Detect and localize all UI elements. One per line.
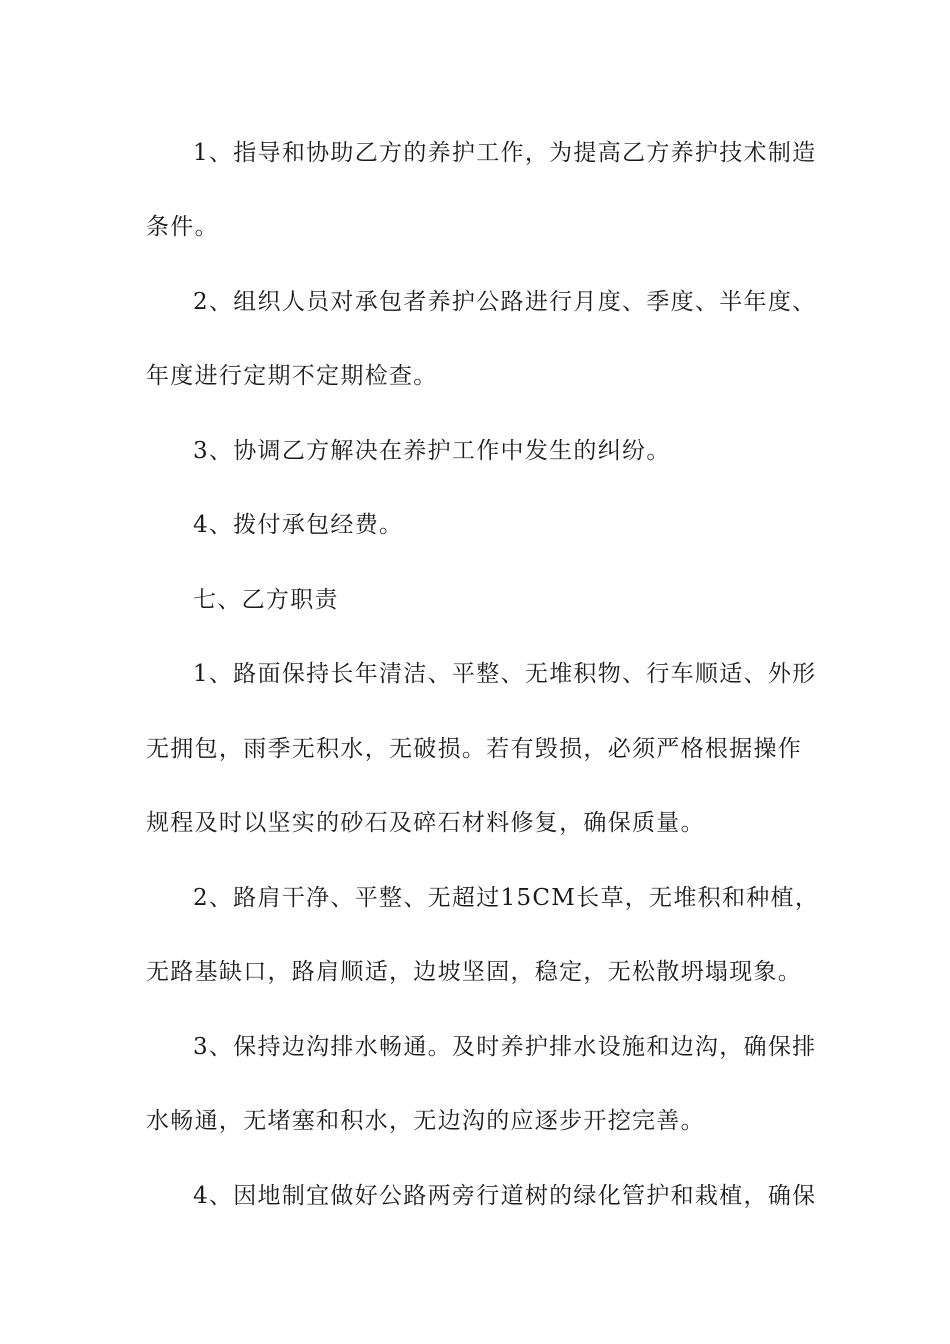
paragraph-line: 条件。	[146, 214, 219, 240]
section-heading: 七、乙方职责	[193, 587, 339, 613]
paragraph-line: 年度进行定期不定期检查。	[146, 363, 438, 389]
paragraph-line: 3、保持边沟排水畅通。及时养护排水设施和边沟，确保排	[193, 1034, 817, 1060]
paragraph-line: 3、协调乙方解决在养护工作中发生的纠纷。	[193, 438, 671, 464]
paragraph-line: 4、拨付承包经费。	[193, 512, 404, 538]
paragraph-line: 规程及时以坚实的砂石及碎石材料修复，确保质量。	[146, 810, 705, 836]
paragraph-line: 4、因地制宜做好公路两旁行道树的绿化管护和栽植，确保	[193, 1183, 817, 1209]
paragraph-line: 1、路面保持长年清洁、平整、无堆积物、行车顺适、外形	[193, 661, 817, 687]
paragraph-line: 2、路肩干净、平整、无超过15CM长草，无堆积和种植，	[193, 885, 820, 911]
paragraph-line: 2、组织人员对承包者养护公路进行月度、季度、半年度、	[193, 289, 817, 315]
paragraph-line: 无路基缺口，路肩顺适，边坡坚固，稳定，无松散坍塌现象。	[146, 959, 803, 985]
paragraph-line: 水畅通，无堵塞和积水，无边沟的应逐步开挖完善。	[146, 1108, 705, 1134]
paragraph-line: 无拥包，雨季无积水，无破损。若有毁损，必须严格根据操作	[146, 736, 803, 762]
paragraph-line: 1、指导和协助乙方的养护工作，为提高乙方养护技术制造	[193, 140, 817, 166]
